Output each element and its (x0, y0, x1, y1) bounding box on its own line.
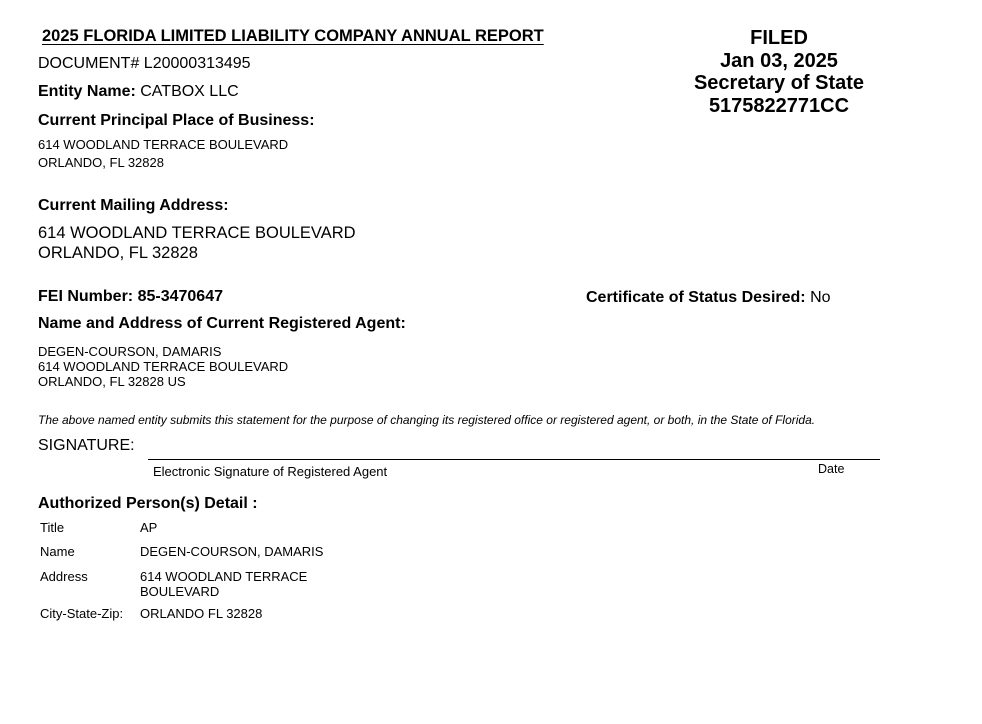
mailing-address-line2: ORLANDO, FL 32828 (38, 243, 198, 262)
signature-caption: Electronic Signature of Registered Agent (153, 464, 388, 479)
authorized-name-label: Name (40, 544, 75, 559)
registered-agent-label: Name and Address of Current Registered Agent: (38, 315, 406, 332)
report-title: 2025 FLORIDA LIMITED LIABILITY COMPANY ANNUAL REPORT (42, 27, 544, 45)
principal-place-label: Current Principal Place of Business: (38, 112, 315, 129)
filed-stamp (660, 27, 898, 117)
certificate-row (586, 289, 831, 307)
authorized-csz-label: City-State-Zip: (40, 606, 124, 621)
filed-date: Jan 03, 2025 (720, 49, 838, 72)
principal-place-line2: ORLANDO, FL 32828 (38, 155, 164, 170)
certificate-value: No (810, 289, 831, 306)
signature-date-label: Date (818, 462, 845, 476)
filed-status: FILED (750, 27, 808, 49)
entity-name-label: Entity Name: (38, 83, 136, 100)
document-number-row (38, 55, 251, 73)
authorized-heading: Authorized Person(s) Detail : (38, 495, 258, 512)
authorized-title-value: AP (140, 520, 158, 535)
authorized-csz-value: ORLANDO FL 32828 (140, 606, 263, 621)
filed-code: 5175822771CC (708, 94, 850, 117)
principal-place-address (38, 136, 288, 172)
signature-line (148, 459, 880, 460)
fei-row (38, 288, 223, 306)
authorized-address-label: Address (40, 569, 88, 584)
authorized-address-line2: BOULEVARD (140, 584, 220, 599)
registered-agent-name: DEGEN-COURSON, DAMARIS (38, 344, 222, 359)
registered-agent-line1: 614 WOODLAND TERRACE BOULEVARD (38, 359, 289, 374)
signature-label: SIGNATURE: (38, 437, 135, 454)
fei-number: 85-3470647 (137, 288, 223, 305)
filed-office: Secretary of State (693, 72, 865, 94)
certificate-label: Certificate of Status Desired: (586, 289, 806, 306)
authorized-name-value: DEGEN-COURSON, DAMARIS (140, 544, 324, 559)
mailing-address-label: Current Mailing Address: (38, 197, 229, 214)
mailing-address-line1: 614 WOODLAND TERRACE BOULEVARD (38, 224, 356, 242)
registered-agent-line2: ORLANDO, FL 32828 US (38, 374, 186, 389)
document-number-label: DOCUMENT# (38, 55, 140, 72)
registered-agent-address (38, 344, 288, 389)
statement-text: The above named entity submits this statement for the purpose of changing its registered office or registered agent, or both, in the State of Florida. (38, 413, 816, 427)
mailing-address (38, 224, 356, 263)
authorized-title-label: Title (40, 520, 65, 535)
document-number: L20000313495 (143, 55, 251, 72)
principal-place-line1: 614 WOODLAND TERRACE BOULEVARD (38, 137, 289, 152)
entity-name-row (38, 83, 239, 101)
authorized-address-value (140, 569, 307, 599)
fei-label: FEI Number: (38, 288, 134, 305)
entity-name: CATBOX LLC (140, 83, 239, 100)
authorized-address-line1: 614 WOODLAND TERRACE (140, 569, 308, 584)
